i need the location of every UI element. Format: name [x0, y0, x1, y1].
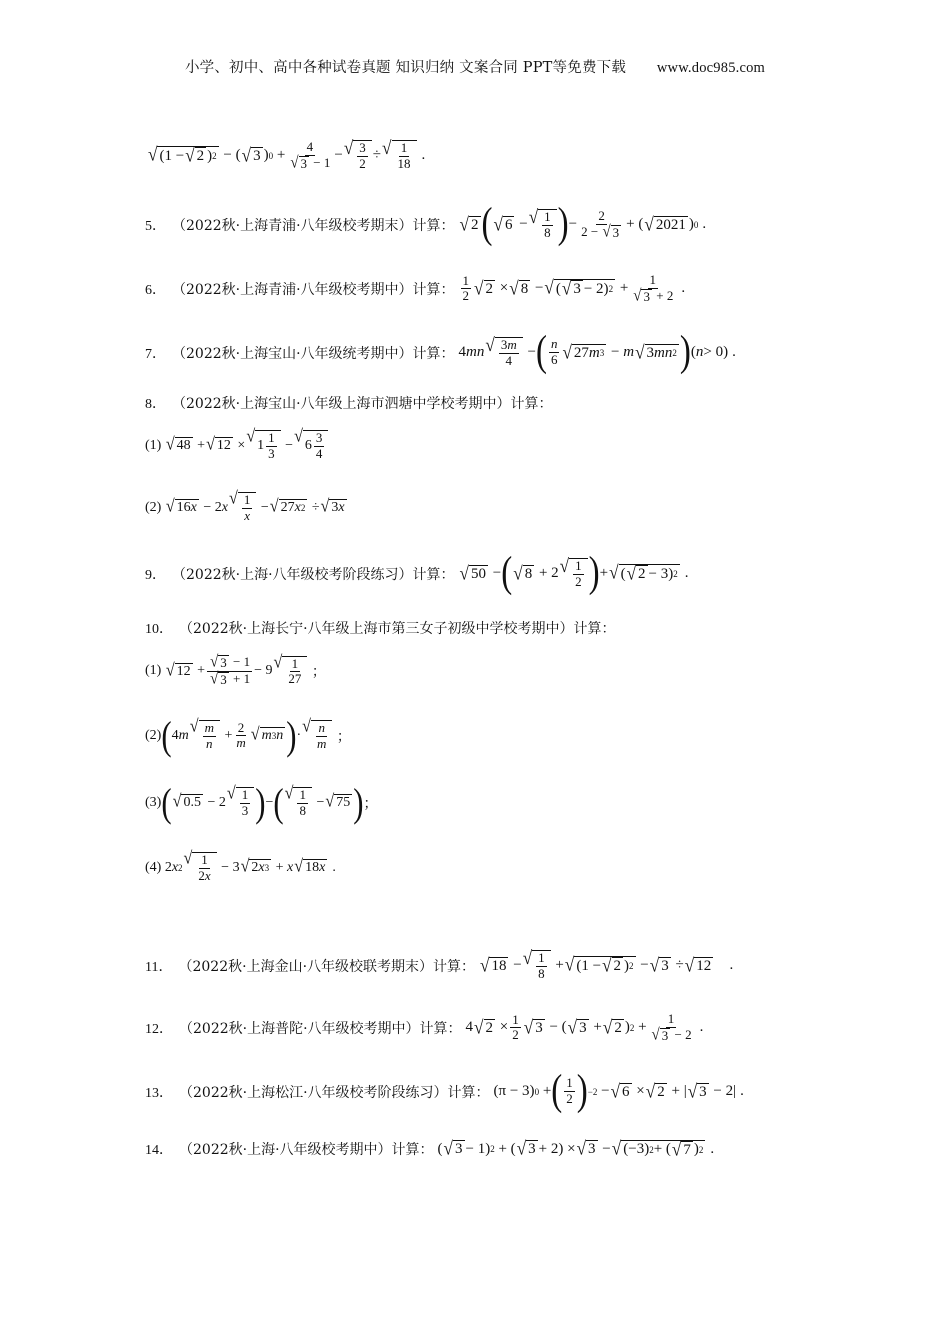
- question-number: 6．: [145, 282, 166, 298]
- q6-expression: $\frac{1}{2}$ √ 2 × √ 8 − √ ( √ 3 − 2) 2 + 1 √ 3 + 2 .: [462, 272, 686, 305]
- page-header: [0, 56, 950, 77]
- question-number: 8．: [145, 397, 166, 412]
- q8-part-2: (2) √ 16 x − 2 x √ $\frac{1}{x}$ − √ 27 x 2 ÷ √ 3 x: [145, 489, 345, 523]
- question-source: （2022秋·上海长宁·八年级上海市第三女子初级中学校考期中）计算：: [179, 621, 616, 637]
- question-source: （2022秋·上海宝山·八年级统考期中）计算：: [172, 345, 455, 362]
- question-number: 14．: [145, 1143, 173, 1158]
- question-number: 9．: [145, 567, 166, 583]
- q5-expression: √ 2 ( √ 6 − √ $\frac{1}{8}$ ) − 2 2 − √ 3 + ( √ 2021 ) 0 .: [459, 200, 707, 248]
- q4-continuation: [145, 137, 426, 172]
- question-6: [145, 273, 685, 305]
- q10-part-1: (1) √ 12 + √ 3 − 1 √ 3 + 1 − 9 √ $\frac{1}{27}$ ；: [145, 652, 326, 688]
- q4-expression: √ (1 − √ 2 ) 2 − ( √ 3 ) 0 + 4 √ 3 − 1 − √ $\frac{3}{2}$ ÷ √ $\frac{1}{18}$ .: [148, 137, 426, 172]
- question-14: [145, 1139, 714, 1159]
- question-number: 13．: [145, 1085, 173, 1101]
- q9-expression: √ 50 − ( √ 8 + 2 √ $\frac{1}{2}$ ) + √ ( √ 2 − 3) 2 .: [459, 549, 689, 597]
- question-number: 5．: [145, 218, 166, 234]
- q12-expression: 4 √ 2 × $\frac{1}{2}$ √ 3 − ( √ 3 + √ 2 ) 2 + 1 √ 3 − 2 .: [465, 1011, 704, 1044]
- q10-part-3: (3) ( √ 0.5 − 2 √ $\frac{1}{3}$ ) − ( √ $\frac{1}{8}$ − √ 75 ) ；: [145, 780, 378, 825]
- question-number: 11．: [145, 959, 173, 975]
- q14-expression: ( √ 3 − 1) 2 + ( √ 3 + 2) × √ 3 − √ (−3) 2 + ( √ 7 ) 2 .: [437, 1137, 715, 1160]
- q11-expression: √ 18 − √ $\frac{1}{8}$ + √ (1 − √ 2 ) 2 − √ 3 ÷ √ 12 .: [480, 947, 734, 981]
- question-source: （2022秋·上海青浦·八年级校考期中）计算：: [172, 281, 455, 298]
- header-title: 小学、初中、高中各种试卷真题 知识归纳 文案合同 PPT等免费下载: [184, 60, 627, 76]
- question-source: （2022秋·上海青浦·八年级校考期末）计算：: [172, 217, 455, 234]
- question-10: [145, 618, 618, 638]
- question-source: （2022秋·上海·八年级校考期中）计算：: [179, 1142, 434, 1158]
- question-source: （2022秋·上海松江·八年级校考阶段练习）计算：: [179, 1084, 490, 1101]
- q10-part-4: (4) 2 x 2 √ $\frac{1}{2x}$ − 3 √ 2 x 3 + x √ 18 x .: [145, 849, 336, 883]
- question-5: [145, 200, 707, 248]
- header-site: www.doc985.com: [656, 60, 766, 76]
- q7-expression: 4 mn √ $\frac{3m}{4}$ − ( $\frac{n}{6}$ √ 27 m 3 − m √ 3 mn 2 ) ( n > 0) .: [458, 328, 736, 376]
- question-12: [145, 1012, 703, 1044]
- question-number: 12．: [145, 1021, 173, 1037]
- question-number: 7．: [145, 346, 166, 362]
- question-8: [145, 393, 555, 413]
- question-11: [145, 947, 734, 982]
- question-source: （2022秋·上海金山·八年级校联考期末）计算：: [178, 958, 476, 975]
- question-source: （2022秋·上海宝山·八年级上海市泗塘中学校考期中）计算：: [172, 396, 553, 412]
- question-13: [145, 1067, 744, 1115]
- question-source: （2022秋·上海·八年级校考阶段练习）计算：: [172, 566, 455, 583]
- q8-part-1: (1) √ 48 + √ 12 × √ 1 $\frac{1}{3}$ − √ 6 $\frac{3}{4}$: [145, 430, 329, 462]
- question-source: （2022秋·上海普陀·八年级校考期中）计算：: [179, 1020, 462, 1037]
- question-9: [145, 549, 689, 597]
- question-number: 10．: [145, 622, 173, 637]
- question-7: [145, 328, 736, 376]
- q10-part-2: (2) ( 4 m √ $\frac{m}{n}$ + $\frac{2}{m}$ √ m 3 n ) · √ $\frac{n}{m}$ ；: [145, 713, 351, 758]
- q13-expression: (π − 3) 0 + ( $\frac{1}{2}$ ) −2 − √ 6 × √ 2 + | √ 3 − 2| .: [493, 1067, 744, 1115]
